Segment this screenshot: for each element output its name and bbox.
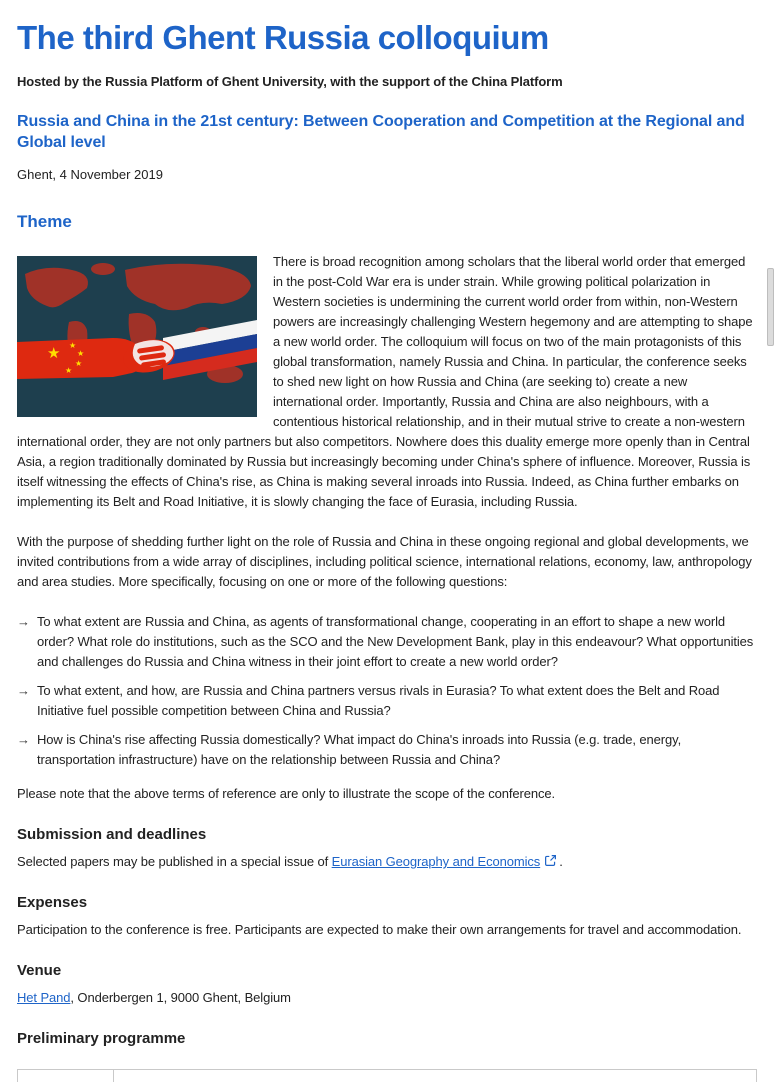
- event-title: Russia and China in the 21st century: Between Cooperation and Competition at the Regional and Global level: [17, 113, 745, 151]
- submission-text-before-link: Selected papers may be published in a special issue of: [17, 854, 332, 869]
- svg-text:★: ★: [65, 366, 73, 375]
- programme-heading: Preliminary programme: [17, 1030, 186, 1047]
- submission-text-after-link: .: [559, 854, 563, 869]
- list-item-text: How is China's rise affecting Russia domestically? What impact do China's inroads into Russia (e.g. trade, energy, transportation infrastructure) have on the relationship between Russia and China?: [37, 732, 682, 767]
- page-subtitle: Hosted by the Russia Platform of Ghent University, with the support of the China Platform: [17, 74, 563, 89]
- list-item-text: To what extent are Russia and China, as agents of transformational change, cooperating in an effort to shape a new world order? What role do institutions, such as the SCO and the New Development Bank, play in this endeavour? What opportunities and challenges do Russia and China witness in their joint effort to create a new world order?: [37, 614, 754, 669]
- programme-table-content-column: [114, 1070, 756, 1082]
- theme-heading: Theme: [17, 212, 72, 231]
- programme-table-time-column: [18, 1070, 114, 1082]
- list-item-text: To what extent, and how, are Russia and China partners versus rivals in Eurasia? To what extent does the Belt and Road Initiative fuel possible competition between China and Russia?: [37, 683, 720, 718]
- event-place-date: Ghent, 4 November 2019: [17, 167, 163, 182]
- scope-note: Please note that the above terms of reference are only to illustrate the scope of the conference.: [17, 786, 556, 801]
- expenses-text: Participation to the conference is free. Participants are expected to make their own arrangements for travel and accommodation.: [17, 922, 742, 937]
- programme-table: [17, 1069, 757, 1082]
- venue-link[interactable]: Het Pand: [17, 990, 71, 1005]
- external-link-icon: [544, 854, 557, 867]
- list-item: [17, 730, 757, 770]
- arrow-right-icon: →: [17, 732, 30, 747]
- theme-paragraph-1: There is broad recognition among scholars that the liberal world order that emerged in the post-Cold War era is under strain. While growing political polarization in Western societies is undermining the current world order from within, non-Western powers are increasingly challenging Western hegemony and are attempting to shape a new world order. The colloquium will focus on two of the main protagonists of this global transformation, namely Russia and China. In particular, the conference seeks to shed new light on how Russia and China (are seeking to) create a new international order. Importantly, Russia and China are also neighbours, with a contentious historical relationship, and in their mutual strive to create a non-western international order, they are not only partners but also competitors. Nowhere does this duality emerge more openly than in Central Asia, a region traditionally dominated by Russia but increasingly becoming under China's sphere of influence. Moreover, Russia is itself witnessing the effects of China's rise, as China is making several inroads into Russia. Indeed, as China further embarks on implementing its Belt and Road Initiative, it is slowly changing the face of Eurasia, including Russia.: [17, 254, 753, 509]
- svg-text:★: ★: [47, 345, 61, 362]
- theme-section: [17, 252, 757, 532]
- theme-paragraph-2: With the purpose of shedding further light on the role of Russia and China in these ongoing regional and global developments, we invited contributions from a wide array of disciplines, including political science, international relations, economy, law, anthropology and area studies. More specifically, focusing on one or more of the following questions:: [17, 534, 752, 589]
- theme-question-list: [17, 612, 757, 770]
- svg-text:★: ★: [69, 341, 77, 350]
- arrow-right-icon: →: [17, 614, 30, 629]
- list-item: [17, 612, 757, 672]
- expenses-heading: Expenses: [17, 894, 88, 911]
- list-item: [17, 681, 757, 721]
- arrow-right-icon: →: [17, 683, 30, 698]
- page-title: The third Ghent Russia colloquium: [17, 19, 549, 56]
- scrollbar-thumb[interactable]: [767, 268, 774, 346]
- submission-text: [17, 852, 757, 872]
- russia-china-handshake-image: [17, 256, 257, 417]
- venue-text: [17, 988, 757, 1008]
- venue-heading: Venue: [17, 962, 62, 979]
- svg-text:★: ★: [77, 349, 85, 358]
- venue-address: , Onderbergen 1, 9000 Ghent, Belgium: [70, 990, 291, 1005]
- svg-text:★: ★: [75, 359, 83, 368]
- journal-link[interactable]: Eurasian Geography and Economics: [331, 854, 541, 869]
- submission-heading: Submission and deadlines: [17, 826, 207, 843]
